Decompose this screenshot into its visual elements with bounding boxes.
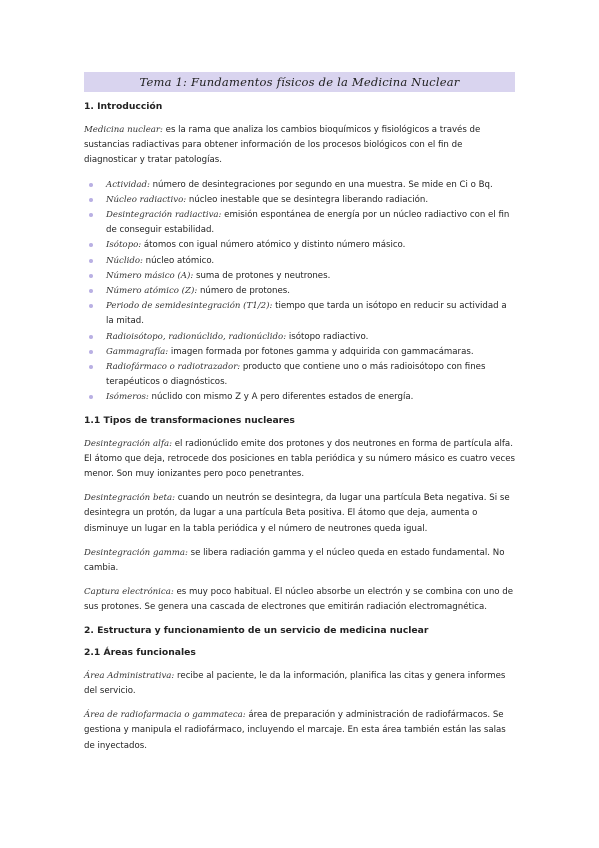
list-item xyxy=(84,330,515,345)
bullet-icon xyxy=(89,213,93,217)
heading-tipos-transformaciones: 1.1 Tipos de transformaciones nucleares xyxy=(84,414,295,426)
bullet-icon xyxy=(89,350,93,354)
definition: imagen formada por fotones gamma y adquirida con gammacámaras. xyxy=(168,346,474,357)
heading-areas-funcionales: 2.1 Áreas funcionales xyxy=(84,646,196,658)
term: Isómeros: xyxy=(106,392,149,403)
title-bar xyxy=(84,72,515,92)
bullet-icon xyxy=(89,274,93,278)
bullet-icon xyxy=(89,335,93,339)
list-item xyxy=(84,390,515,405)
paragraph-medicina-nuclear xyxy=(84,123,515,169)
definition: suma de protones y neutrones. xyxy=(193,270,331,281)
definition: número de desintegraciones por segundo en una muestra. Se mide en Ci o Bq. xyxy=(149,179,493,190)
term: Actividad: xyxy=(106,179,150,190)
term: Núcleo radiactivo: xyxy=(106,194,187,205)
paragraph xyxy=(84,669,515,699)
bullet-icon xyxy=(89,243,93,247)
term: Desintegración beta: xyxy=(84,493,176,504)
definition: tiempo que tarda un isótopo en reducir su actividad a la mitad. xyxy=(106,301,507,327)
list-item xyxy=(84,193,515,208)
definition: átomos con igual número atómico y distinto número másico. xyxy=(141,240,406,251)
definition: emisión espontánea de energía por un núcleo radiactivo con el fin de conseguir estabilidad. xyxy=(106,210,510,236)
bullet-icon xyxy=(89,395,93,399)
document-title: Tema 1: Fundamentos físicos de la Medicina Nuclear xyxy=(139,75,460,89)
bullet-icon xyxy=(89,183,93,187)
term: Gammagrafía: xyxy=(106,346,169,357)
term: Radioisótopo, radionúclido, radionúclido: xyxy=(106,331,287,342)
term: Medicina nuclear: xyxy=(84,125,163,135)
term: Isótopo: xyxy=(106,240,142,251)
definition: se libera radiación gamma y el núcleo queda en estado fundamental. No cambia. xyxy=(84,547,505,574)
term: Número másico (A): xyxy=(106,270,194,281)
heading-estructura-servicio: 2. Estructura y funcionamiento de un servicio de medicina nuclear xyxy=(84,624,429,636)
definition: núclido con mismo Z y A pero diferentes estados de energía. xyxy=(148,392,414,403)
definition: número de protones. xyxy=(197,286,290,297)
definition: cuando un neutrón se desintegra, da lugar una partícula Beta negativa. Si se desintegra un protón, da lugar a una partícula Beta positiva. El átomo que deja, aumenta o disminuye un lugar en la tabla periódica y el número de neutrones queda igual. xyxy=(84,493,510,534)
paragraph xyxy=(84,585,515,615)
bullet-icon xyxy=(89,304,93,308)
bullet-icon xyxy=(89,259,93,263)
definition: es muy poco habitual. El núcleo absorbe un electrón y se combina con uno de sus protones. Se genera una cascada de electrones que emitirán radiación electromagnética. xyxy=(84,587,514,613)
definition: producto que contiene uno o más radioisótopo con fines terapéuticos o diagnósticos. xyxy=(106,362,486,388)
paragraph xyxy=(84,708,515,754)
definition: es la rama que analiza los cambios bioquímicos y fisiológicos a través de sustancias radiactivas para obtener información de los procesos biológicos con el fin de diagnosticar y tratar patologías. xyxy=(84,125,481,166)
definition: el radionúclido emite dos protones y dos neutrones en forma de partícula alfa. El átomo que deja, retrocede dos posiciones en tabla periódica y su número másico es cuatro veces menor. Son muy ionizantes pero poco penetrantes. xyxy=(84,438,515,480)
list-item xyxy=(84,284,515,299)
term: Número atómico (Z): xyxy=(106,286,198,297)
term: Núclido: xyxy=(106,255,143,266)
list-item xyxy=(84,360,515,390)
term: Desintegración alfa: xyxy=(84,438,173,449)
definition: isótopo radiactivo. xyxy=(286,331,369,342)
list-item xyxy=(84,299,515,329)
list-item xyxy=(84,178,515,193)
definition: núcleo atómico. xyxy=(142,255,215,266)
term: Desintegración radiactiva: xyxy=(106,210,222,221)
list-item xyxy=(84,208,515,238)
definition: recibe al paciente, le da la información, planifica las citas y genera informes del servicio. xyxy=(84,670,506,696)
heading-introduccion: 1. Introducción xyxy=(84,101,163,112)
term: Área Administrativa: xyxy=(84,670,175,681)
definition: núcleo inestable que se desintegra liberando radiación. xyxy=(186,194,429,205)
list-item xyxy=(84,238,515,253)
term: Captura electrónica: xyxy=(84,587,174,598)
term: Radiofármaco o radiotrazador: xyxy=(106,362,241,373)
definition: área de preparación y administración de radiofármacos. Se gestiona y manipula el radiofármaco, incluyendo el marcaje. En esta área también están las salas de inyectados. xyxy=(84,710,506,751)
paragraph xyxy=(84,546,515,576)
term: Área de radiofarmacia o gammateca: xyxy=(84,710,246,721)
paragraph xyxy=(84,437,515,483)
list-item xyxy=(84,254,515,269)
bullet-icon xyxy=(89,289,93,293)
bullet-icon xyxy=(89,365,93,369)
definitions-list xyxy=(84,178,515,406)
bullet-icon xyxy=(89,198,93,202)
term: Periodo de semidesintegración (T1/2): xyxy=(106,301,273,312)
term: Desintegración gamma: xyxy=(84,547,188,558)
list-item xyxy=(84,269,515,284)
paragraph xyxy=(84,491,515,537)
list-item xyxy=(84,345,515,360)
